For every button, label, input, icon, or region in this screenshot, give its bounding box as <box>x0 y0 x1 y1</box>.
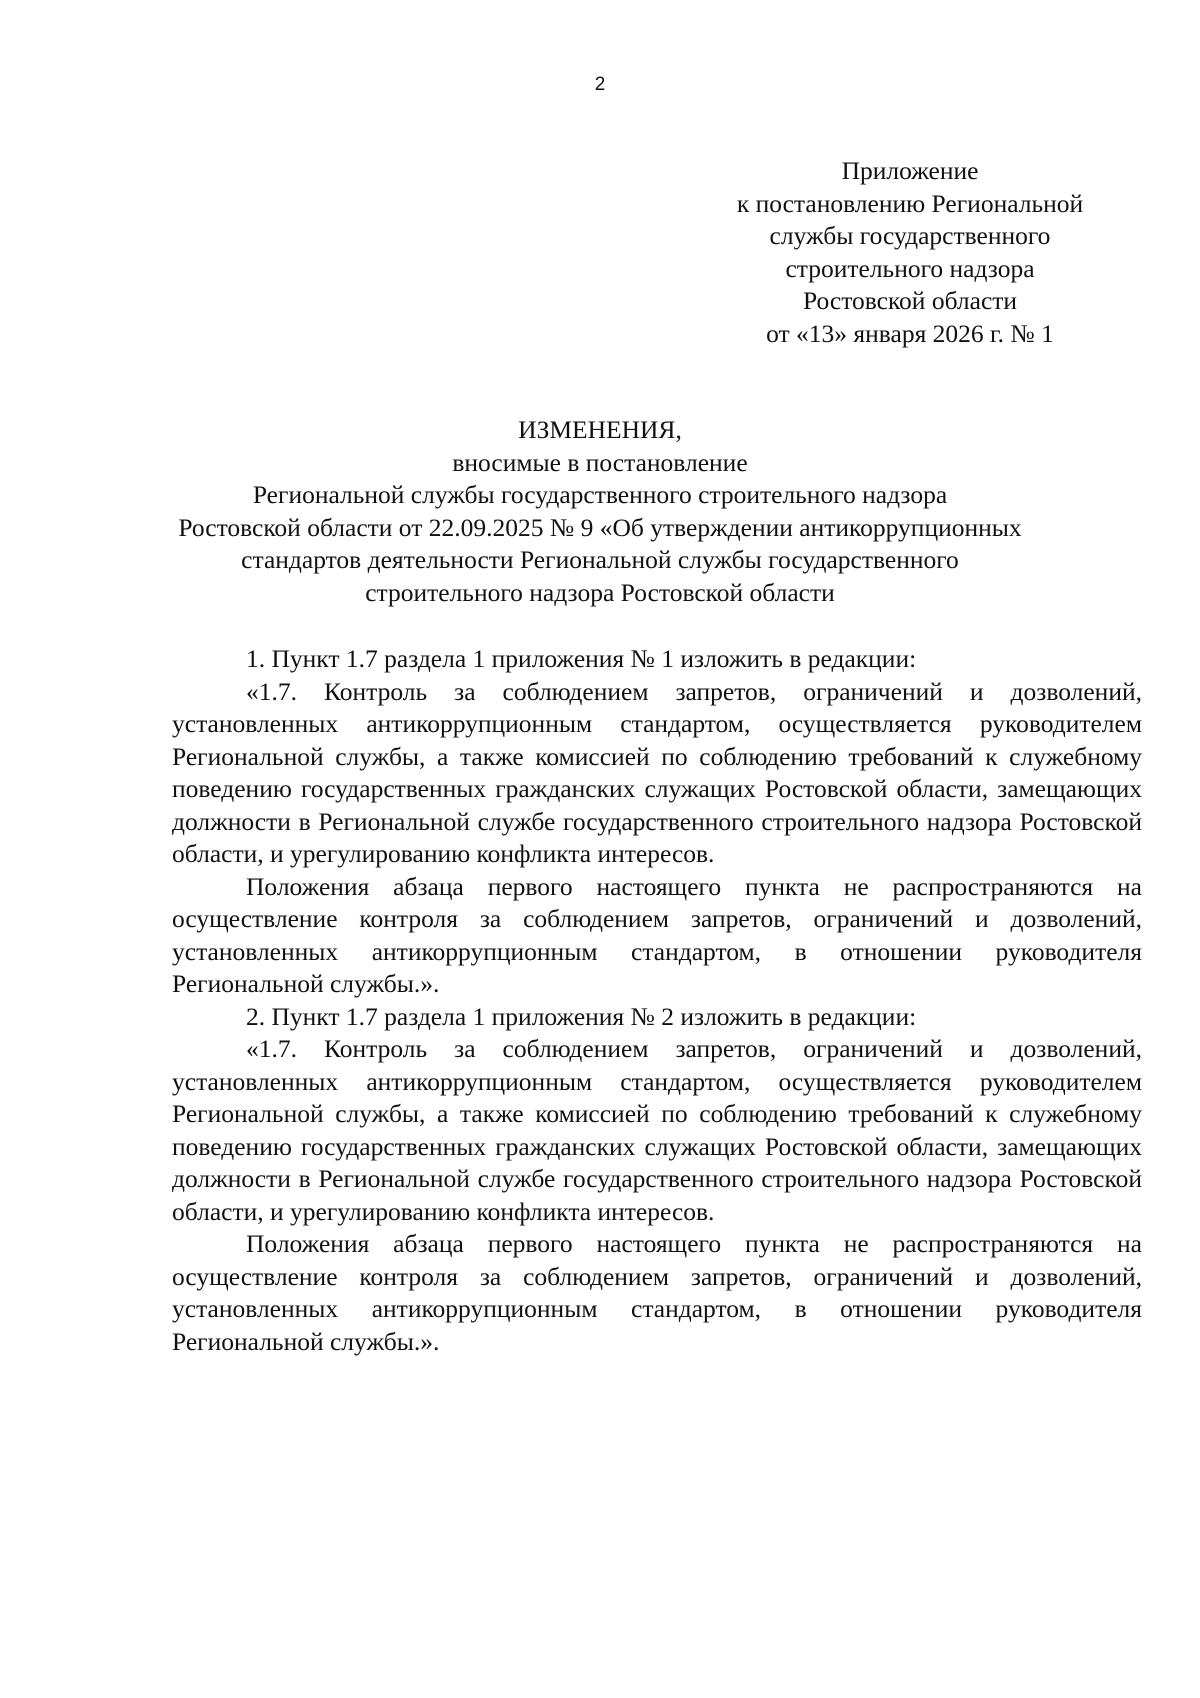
body-paragraph: «1.7. Контроль за соблюдением запретов, ограничений и дозволений, установленных антикоррупционным стандартом, осуществляется руководителем Региональной службы, а также комиссией по соблюдению требований к служебному поведению государственных гражданских служащих Ростовской области, замещающих должности в Региональной службе государственного строительного надзора Ростовской области, и урегулированию конфликта интересов. <box>172 676 1142 868</box>
appendix-line: строительного надзора <box>785 253 1035 283</box>
body-paragraph: 1. Пункт 1.7 раздела 1 приложения № 1 изложить в редакции: <box>246 644 917 673</box>
title-line: строительного надзора Ростовской области <box>365 577 835 607</box>
body-paragraph: «1.7. Контроль за соблюдением запретов, ограничений и дозволений, установленных антикоррупционным стандартом, осуществляется руководителем Региональной службы, а также комиссией по соблюдению требований к служебному поведению государственных гражданских служащих Ростовской области, замещающих должности в Региональной службе государственного строительного надзора Ростовской области, и урегулированию конфликта интересов. <box>172 1034 1142 1226</box>
title-line: вносимые в постановление <box>452 447 748 477</box>
title-line: стандартов деятельности Региональной службы государственного <box>241 545 959 574</box>
body-paragraph: Положения абзаца первого настоящего пункта не распространяются на осуществление контроля за соблюдением запретов, ограничений и дозволений, установленных антикоррупционным стандартом, в отношении руководителя Региональной службы.». <box>172 871 1142 998</box>
appendix-line: Ростовской области <box>802 286 1018 315</box>
appendix-line: от «13» января 2026 г. № 1 <box>766 318 1054 348</box>
appendix-line: Приложение <box>841 156 979 185</box>
body-paragraph: Положения абзаца первого настоящего пункта не распространяются на осуществление контроля за соблюдением запретов, ограничений и дозволений, установленных антикоррупционным стандартом, в отношении руководителя Региональной службы.». <box>172 1229 1142 1356</box>
body-paragraph: 2. Пункт 1.7 раздела 1 приложения № 2 изложить в редакции: <box>246 1001 917 1031</box>
document-title <box>100 414 1100 609</box>
appendix-line: службы государственного <box>769 221 1051 250</box>
appendix-block <box>680 155 1140 350</box>
title-line: Ростовской области от 22.09.2025 № 9 «Об утверждении антикоррупционных <box>178 512 1022 542</box>
appendix-line: к постановлению Региональной <box>736 188 1084 218</box>
page-number: 2 <box>594 74 606 95</box>
document-body <box>172 643 1142 1358</box>
title-line: Региональной службы государственного строительного надзора <box>252 480 948 509</box>
title-heading: ИЗМЕНЕНИЯ, <box>518 415 682 444</box>
